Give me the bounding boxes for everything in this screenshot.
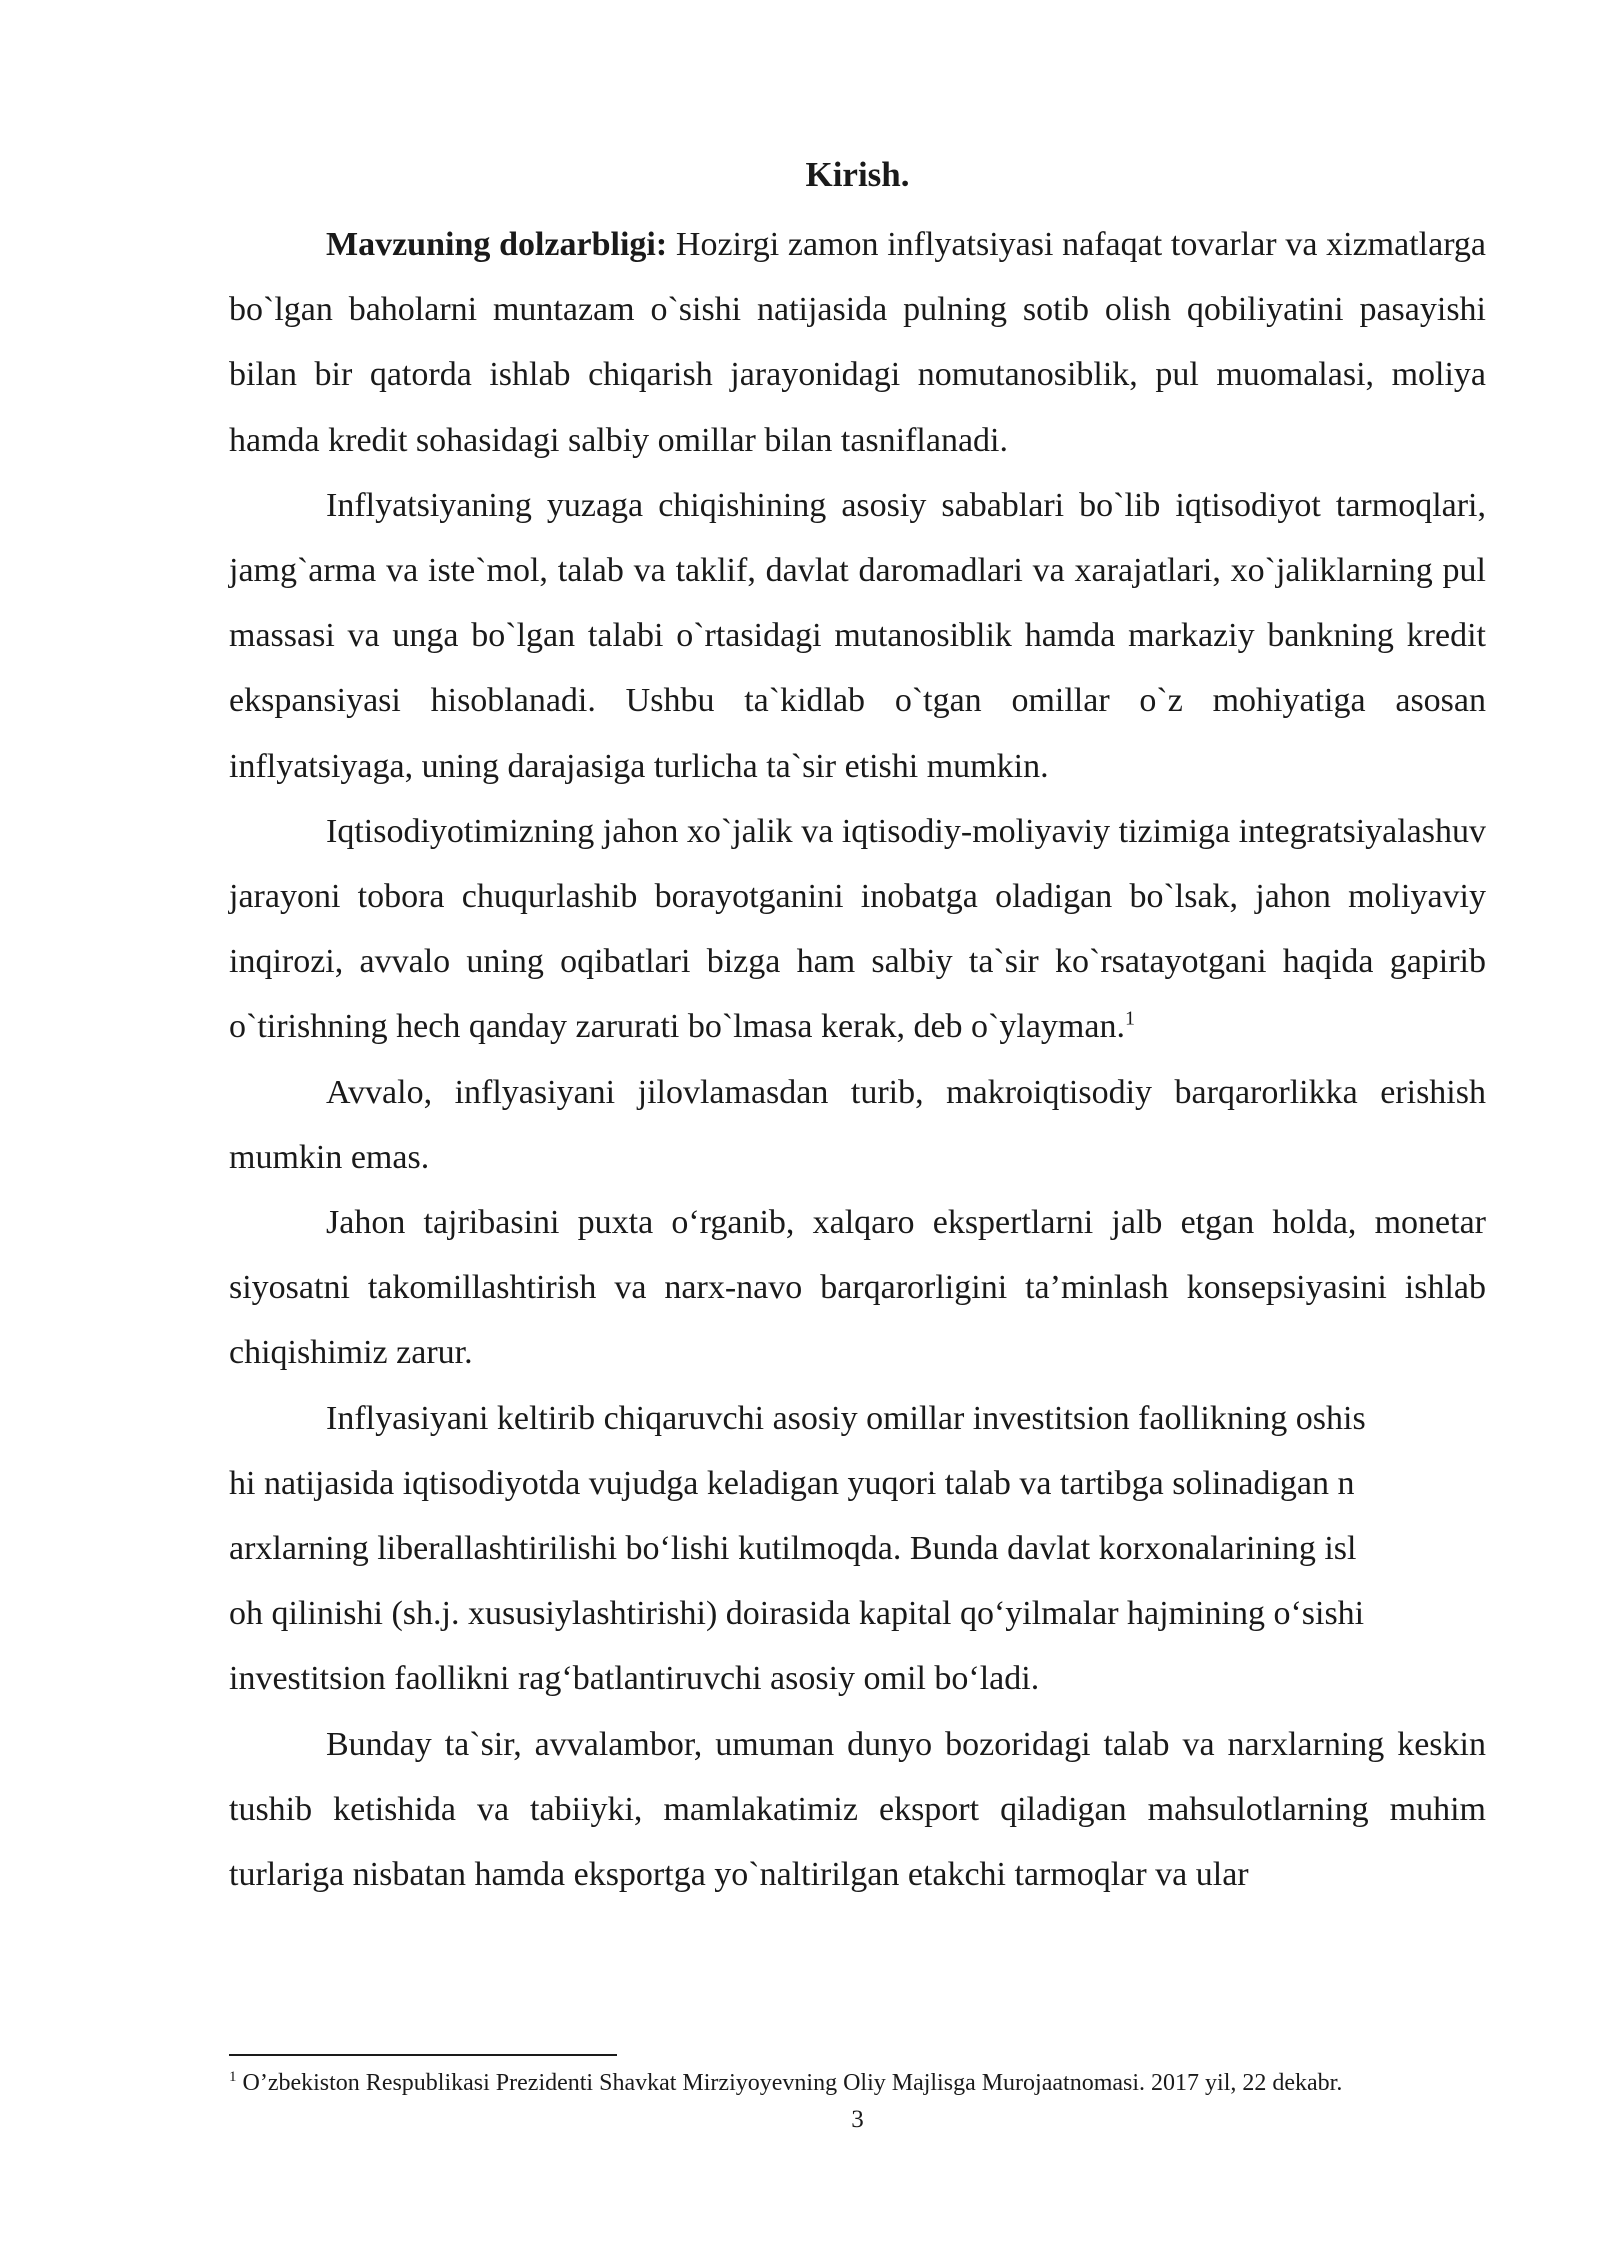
paragraph-text: Hozirgi zamon inflyatsiyasi nafaqat tovarlar va xizmatlarga bo`lgan baholarni muntazam o`sishi natijasida pulning sotib olish qobiliyatini pasayishi bilan bir qatorda ishlab chiqarish jarayonidagi nomutanosiblik, pul muomalasi, moliya hamda kredit sohasidagi salbiy omillar bilan tasniflanadi. — [229, 226, 1486, 459]
paragraph-line: oh qilinishi (sh.j. xususiylashtirishi) doirasida kapital qo‘yilmalar hajmining o‘sishi — [229, 1595, 1365, 1633]
paragraph-relevance — [229, 212, 1486, 473]
paragraph-world-market: Bunday ta`sir, avvalambor, umuman dunyo bozoridagi talab va narxlarning keskin tushib ketishida va tabiiyki, mamlakatimiz eksport qiladigan mahsulotlarning muhim turlariga nisbatan hamda eksportga yo`naltirilgan etakchi tarmoqlar va ular — [229, 1725, 1486, 1894]
paragraph-line: arxlarning liberallashtirilishi bo‘lishi kutilmoqda. Bunda davlat korxonalarining isl — [229, 1530, 1357, 1568]
paragraph-integration — [229, 799, 1486, 1060]
paragraph-world-experience: Jahon tajribasini puxta o‘rganib, xalqaro ekspertlarni jalb etgan holda, monetar siyosatni takomillashtirish va narx-navo barqarorligini ta’minlash konsepsiyasini ishlab chiqishimiz zarur. — [229, 1204, 1486, 1372]
page-body — [229, 150, 1486, 1907]
paragraph-lead: Mavzuning dolzarbligi: — [326, 226, 668, 263]
paragraph-line: Inflyasiyani keltirib chiqaruvchi asosiy omillar investitsion faollikning oshis — [326, 1399, 1366, 1437]
footnote — [229, 2066, 1529, 2100]
footnote-reference[interactable]: 1 — [1124, 1008, 1135, 1031]
paragraph-causes: Inflyatsiyaning yuzaga chiqishining asosiy sabablari bo`lib iqtisodiyot tarmoqlari, jamg`arma va iste`mol, talab va taklif, davlat daromadlari va xarajatlari, xo`jaliklarning pul massasi va unga bo`lgan talabi o`rtasidagi mutanosiblik hamda markaziy bankning kredit ekspansiyasi hisoblanadi. Ushbu ta`kidlab o`tgan omillar o`z mohiyatiga asosan inflyatsiyaga, uning darajasiga turlicha ta`sir etishi mumkin. — [229, 486, 1486, 785]
page-title: Kirish. — [805, 155, 910, 194]
page-number: 3 — [851, 2106, 864, 2133]
footnote-number: 1 — [229, 2069, 237, 2085]
paragraph-text: Iqtisodiyotimizning jahon xo`jalik va iqtisodiy-moliyaviy tizimiga integratsiyalashuv jarayoni tobora chuqurlashib borayotganini inobatga oladigan bo`lsak, jahon moliyaviy inqirozi, avvalo uning oqibatlari bizga ham salbiy ta`sir ko`rsatayotgani haqida gapirib o`tirishning hech qanday zarurati bo`lmasa kerak, deb o`ylayman. — [229, 812, 1486, 1046]
footnote-divider — [229, 2054, 617, 2056]
footnote-text: O’zbekiston Respublikasi Prezidenti Shavkat Mirziyoyevning Oliy Majlisga Murojaatnomasi. 2017 yil, 22 dekabr. — [242, 2070, 1343, 2096]
paragraph-stability: Avvalo, inflyasiyani jilovlamasdan turib, makroiqtisodiy barqarorlikka erishish mumkin emas. — [229, 1073, 1486, 1176]
paragraph-line: investitsion faollikni rag‘batlantiruvchi asosiy omil bo‘ladi. — [229, 1660, 1040, 1698]
paragraph-line: hi natijasida iqtisodiyotda vujudga keladigan yuqori talab va tartibga solinadigan n — [229, 1464, 1355, 1502]
paragraph-factors — [229, 1386, 1486, 1712]
